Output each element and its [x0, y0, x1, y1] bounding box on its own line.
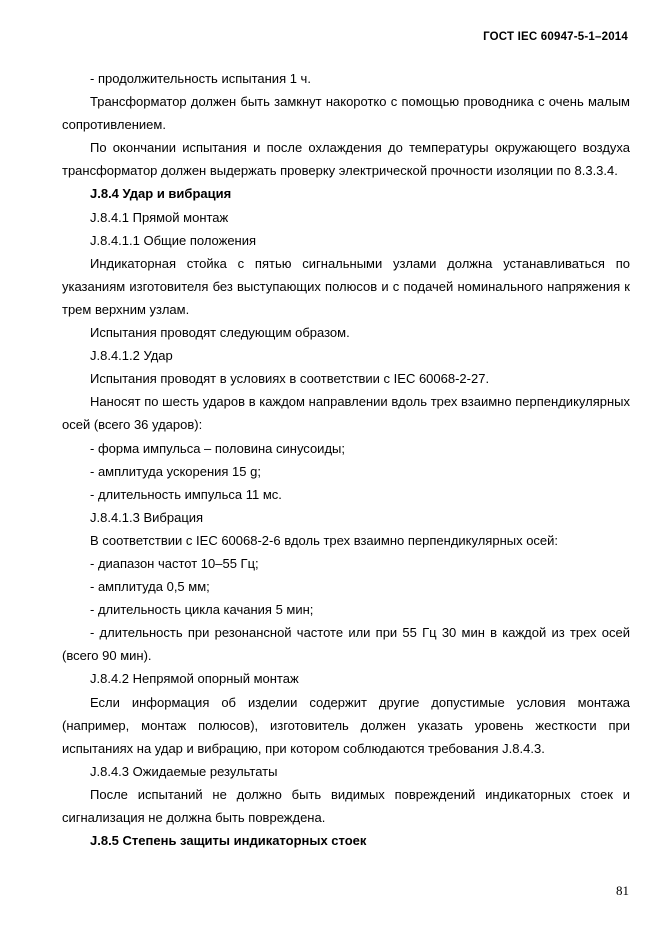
paragraph: Испытания проводят следующим образом.	[90, 325, 350, 341]
subsection-heading: J.8.4.1.2 Удар	[90, 348, 173, 364]
subsection-heading: J.8.4.1.3 Вибрация	[90, 509, 204, 525]
paragraph: Индикаторная стойка с пятью сигнальными узлами должна устанавливаться по указаниям изготовителя без выступающих полюсов и с подачей номинального напряжения к трем верхним узлам.	[62, 255, 630, 317]
list-item: - длительность при резонансной частоте или при 55 Гц 30 мин в каждой из трех осей (всего 90 мин).	[62, 625, 630, 664]
document-body	[62, 67, 630, 852]
subsection-heading: J.8.4.2 Непрямой опорный монтаж	[90, 671, 299, 687]
paragraph: Если информация об изделии содержит другие допустимые условия монтажа (например, монтаж полюсов), изготовитель должен указать уровень жесткости при испытаниях на удар и вибрацию, при котором соблюдаются требования J.8.4.3.	[62, 694, 630, 756]
paragraph: Трансформатор должен быть замкнут накоротко с помощью проводника с очень малым сопротивлением.	[62, 94, 630, 133]
standard-header: ГОСТ IEC 60947-5-1–2014	[483, 31, 628, 43]
paragraph: Наносят по шесть ударов в каждом направлении вдоль трех взаимно перпендикулярных осей (всего 36 ударов):	[62, 394, 630, 433]
paragraph: В соответствии с IEC 60068-2-6 вдоль трех взаимно перпендикулярных осей:	[90, 532, 559, 548]
paragraph: - продолжительность испытания 1 ч.	[90, 71, 311, 86]
section-heading-j-8-5: J.8.5 Степень защиты индикаторных стоек	[90, 833, 367, 849]
list-item: - форма импульса – половина синусоиды;	[90, 440, 345, 456]
subsection-heading: J.8.4.1.1 Общие положения	[90, 232, 257, 248]
subsection-heading: J.8.4.3 Ожидаемые результаты	[90, 763, 278, 779]
section-heading-j-8-4: J.8.4 Удар и вибрация	[90, 186, 232, 202]
list-item: - амплитуда ускорения 15 g;	[90, 463, 261, 479]
page-number: 81	[616, 883, 629, 898]
subsection-heading: J.8.4.1 Прямой монтаж	[90, 209, 229, 225]
list-item: - диапазон частот 10–55 Гц;	[90, 555, 259, 571]
list-item: - длительность импульса 11 мс.	[90, 486, 282, 502]
list-item: - длительность цикла качания 5 мин;	[90, 602, 314, 618]
paragraph: По окончании испытания и после охлаждения до температуры окружающего воздуха трансформатор должен выдержать проверку электрической прочности изоляции по 8.3.3.4.	[62, 140, 630, 179]
list-item: - амплитуда 0,5 мм;	[90, 579, 210, 595]
paragraph: Испытания проводят в условиях в соответствии с IEC 60068-2-27.	[90, 371, 490, 387]
paragraph: После испытаний не должно быть видимых повреждений индикаторных стоек и сигнализация не должна быть повреждена.	[62, 786, 630, 825]
